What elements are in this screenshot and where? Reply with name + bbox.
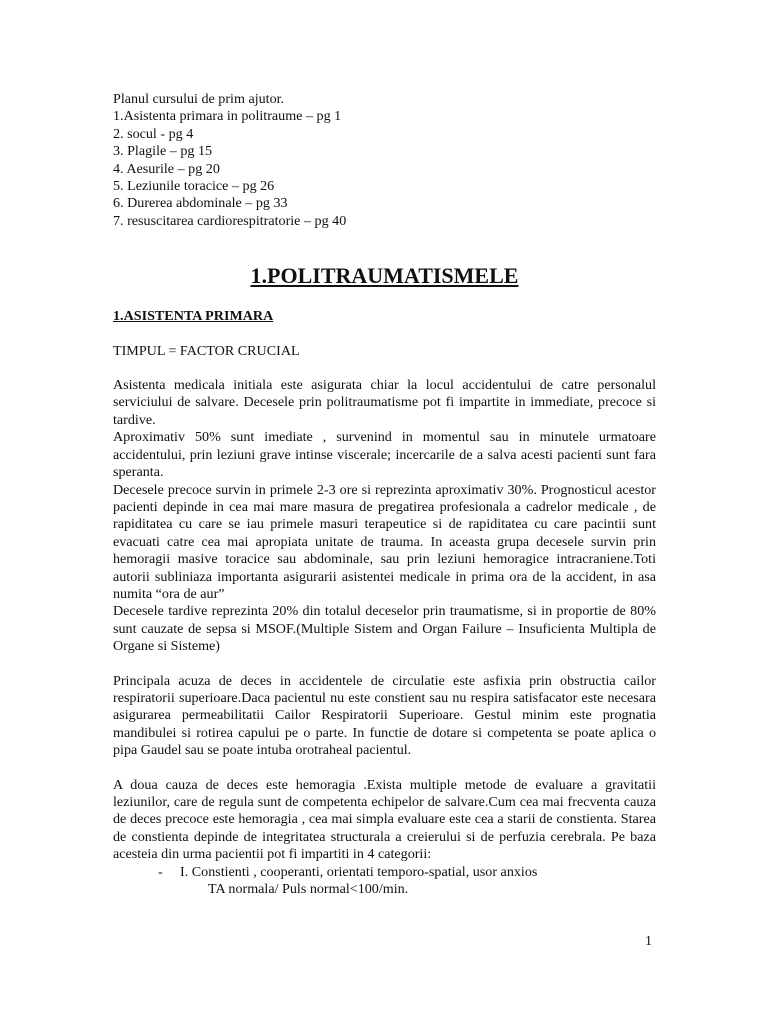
section-title: 1.ASISTENTA PRIMARA xyxy=(113,308,274,325)
body-paragraph: A doua cauza de deces este hemoragia .Exista multiple metode de evaluare a gravitatii leziunilor, care de regula sunt de competenta echipelor de salvare.Cum cea mai frecventa cauza de deces precoce este hemoragia , cea mai simpla evaluare este cea a starii de constienta. Starea de constienta depinde de integritatea structurala a creierului si de perfuzia cerebrala. Pe baza acesteia din urma pacientii pot fi impartiti in 4 categorii: xyxy=(113,776,656,863)
bullet-dash: - xyxy=(158,863,163,880)
toc-item: 1.Asistenta primara in politraume – pg 1 xyxy=(113,108,342,125)
body-paragraph: Aproximativ 50% sunt imediate , survenind in momentul sau in minutele urmatoare accidentului, prin leziuni grave intinse viscerale; incercarile de a salva acesti pacienti sunt fara speranta. xyxy=(113,429,656,481)
bullet-subtext: TA normala/ Puls normal<100/min. xyxy=(208,881,409,898)
toc-item: 4. Aesurile – pg 20 xyxy=(113,160,220,177)
document-page xyxy=(113,91,656,898)
toc-item: 2. socul - pg 4 xyxy=(113,125,194,142)
toc-item: 5. Leziunile toracice – pg 26 xyxy=(113,178,275,195)
category-bullet xyxy=(158,864,656,881)
body-paragraph: Asistenta medicala initiala este asigurata chiar la locul accidentului de catre personalul serviciului de salvare. Decesele prin politraumatisme pot fi impartite in immediate, precoce si tardive. xyxy=(113,377,656,428)
chapter-title: 1.POLITRAUMATISMELE xyxy=(250,263,519,289)
toc-item: 7. resuscitarea cardiorespitratorie – pg 40 xyxy=(113,212,347,229)
table-of-contents xyxy=(113,91,656,230)
body-paragraph: Decesele precoce survin in primele 2-3 ore si reprezinta aproximativ 30%. Prognosticul acestor pacienti depinde in cea mai mare masura de pregatirea profesionala a cadrelor medicale , de rapiditatea cu care se iau primele masuri terapeutice si de rapiditatea cu care pacintii sunt evacuati catre cea mai apropiata unitate de trauma. In aceasta grupa decesele survin prin hemoragii masive toracice sau abdominale, sau prin leziuni hemoragice intracraniene.Toti autorii subliniaza importanta asigurarii asistentei medicale in prima ora de la accident, in asa numita “ora de aur” xyxy=(113,481,656,602)
lead-statement: TIMPUL = FACTOR CRUCIAL xyxy=(113,342,300,359)
bullet-text: I. Constienti , cooperanti, orientati temporo-spatial, usor anxios xyxy=(180,863,538,880)
toc-item: 6. Durerea abdominale – pg 33 xyxy=(113,195,288,212)
toc-title: Planul cursului de prim ajutor. xyxy=(113,91,285,107)
body-paragraph: Principala acuza de deces in accidentele de circulatie este asfixia prin obstructia cailor respiratorii superioare.Daca pacientul nu este constient sau nu respira satisfacator este necesara asigurarea permeabilitatii Cailor Respiratorii Superioare. Gestul minim este prognatia mandibulei si rotirea capului pe o parte. In functie de dotare si competenta se poate aplica o pipa Gaudel sau se poate intuba orotraheal pacientul. xyxy=(113,672,656,759)
page-number: 1 xyxy=(645,934,652,949)
toc-item: 3. Plagile – pg 15 xyxy=(113,143,213,160)
body-paragraph: Decesele tardive reprezinta 20% din totalul deceselor prin traumatisme, si in proportie de 80% sunt cauzate de sepsa si MSOF.(Multiple Sistem and Organ Failure – Insuficienta Multipla de Organe si Sisteme) xyxy=(113,603,656,655)
